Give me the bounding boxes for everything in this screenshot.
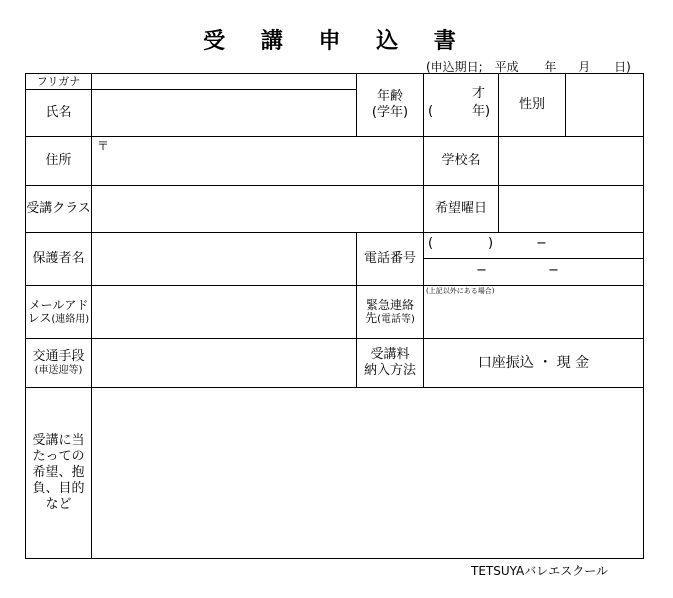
grade-unit: 年) xyxy=(472,104,491,119)
date-year-unit: 年 xyxy=(544,60,557,74)
date-day-unit: 日) xyxy=(614,60,631,74)
school-name-input[interactable] xyxy=(499,137,643,185)
wishes-input[interactable] xyxy=(92,388,643,558)
name-label: 氏名 xyxy=(45,105,72,120)
gender-label: 性別 xyxy=(518,97,545,112)
email-label-line1: メールアド xyxy=(28,297,89,312)
phone-label: 電話番号 xyxy=(363,251,416,266)
email-label-line2-text: レス xyxy=(27,310,52,325)
email-label-note: (連絡用) xyxy=(51,313,90,325)
preferred-day-label: 希望曜日 xyxy=(434,201,487,216)
transport-label xyxy=(26,339,91,387)
age-label xyxy=(357,74,423,136)
date-prefix: (申込期日; xyxy=(426,60,483,74)
grade-label-text: (学年) xyxy=(371,105,409,120)
emergency-contact-label xyxy=(357,286,423,338)
phone-dash-2: − xyxy=(476,263,487,278)
wishes-label-line5: など xyxy=(45,497,72,512)
phone-input-1[interactable] xyxy=(424,233,643,258)
furigana-label: フリガナ xyxy=(36,75,81,88)
furigana-input[interactable] xyxy=(92,75,356,89)
phone-paren-open: ( xyxy=(428,236,434,251)
date-era: 平成 xyxy=(494,60,519,74)
phone-input-2[interactable] xyxy=(424,259,643,285)
emergency-label-line2-text: 先 xyxy=(365,310,378,325)
fee-label-line1: 受講料 xyxy=(370,347,410,362)
grade-paren-open: ( xyxy=(428,104,434,119)
phone-dash-1: − xyxy=(536,236,547,251)
transport-label-text: 交通手段 xyxy=(32,349,85,364)
payment-method-options[interactable]: 口座振込 ・ 現 金 xyxy=(477,355,590,371)
wishes-label xyxy=(26,388,91,558)
date-month-unit: 月 xyxy=(578,60,591,74)
gender-input[interactable] xyxy=(566,74,643,136)
email-input[interactable] xyxy=(92,286,356,338)
guardian-name-label: 保護者名 xyxy=(32,251,85,266)
age-input[interactable] xyxy=(424,74,498,136)
school-name-label: 学校名 xyxy=(441,153,481,168)
address-input[interactable] xyxy=(92,137,423,185)
fee-label-line2: 納入方法 xyxy=(363,363,416,378)
preferred-day-input[interactable] xyxy=(499,186,643,232)
age-unit: 才 xyxy=(472,86,486,101)
wishes-label-line4: 負、目的 xyxy=(32,481,85,496)
guardian-name-input[interactable] xyxy=(92,233,356,285)
phone-paren-close: ) xyxy=(488,236,494,251)
wishes-label-line1: 受講に当 xyxy=(32,433,85,448)
wishes-label-line3: 希望、抱 xyxy=(32,465,85,480)
school-name-footer: TETSUYAバレエスクール xyxy=(471,564,609,578)
name-input[interactable] xyxy=(92,90,356,136)
application-form-table xyxy=(25,73,644,559)
phone-dash-3: − xyxy=(548,263,559,278)
address-label: 住所 xyxy=(45,153,72,168)
class-label: 受講クラス xyxy=(26,201,91,216)
emergency-hint: (上記以外にある場合) xyxy=(426,287,495,295)
emergency-label-line1: 緊急連絡 xyxy=(365,297,414,312)
postal-mark: 〒 xyxy=(97,139,110,153)
email-label xyxy=(26,286,91,338)
age-label-text: 年齢 xyxy=(376,89,403,104)
fee-payment-label xyxy=(357,339,423,387)
emergency-label-note: (電話等) xyxy=(377,313,415,325)
transport-label-note: (車送迎等) xyxy=(34,365,83,376)
emergency-contact-input[interactable] xyxy=(424,286,643,338)
class-input[interactable] xyxy=(92,186,423,232)
form-title: 受 講 申 込 書 xyxy=(203,29,470,54)
wishes-label-line2: たっての xyxy=(32,449,85,464)
email-label-line2 xyxy=(28,312,89,326)
transport-input[interactable] xyxy=(92,339,356,387)
emergency-label-line2 xyxy=(365,312,415,326)
